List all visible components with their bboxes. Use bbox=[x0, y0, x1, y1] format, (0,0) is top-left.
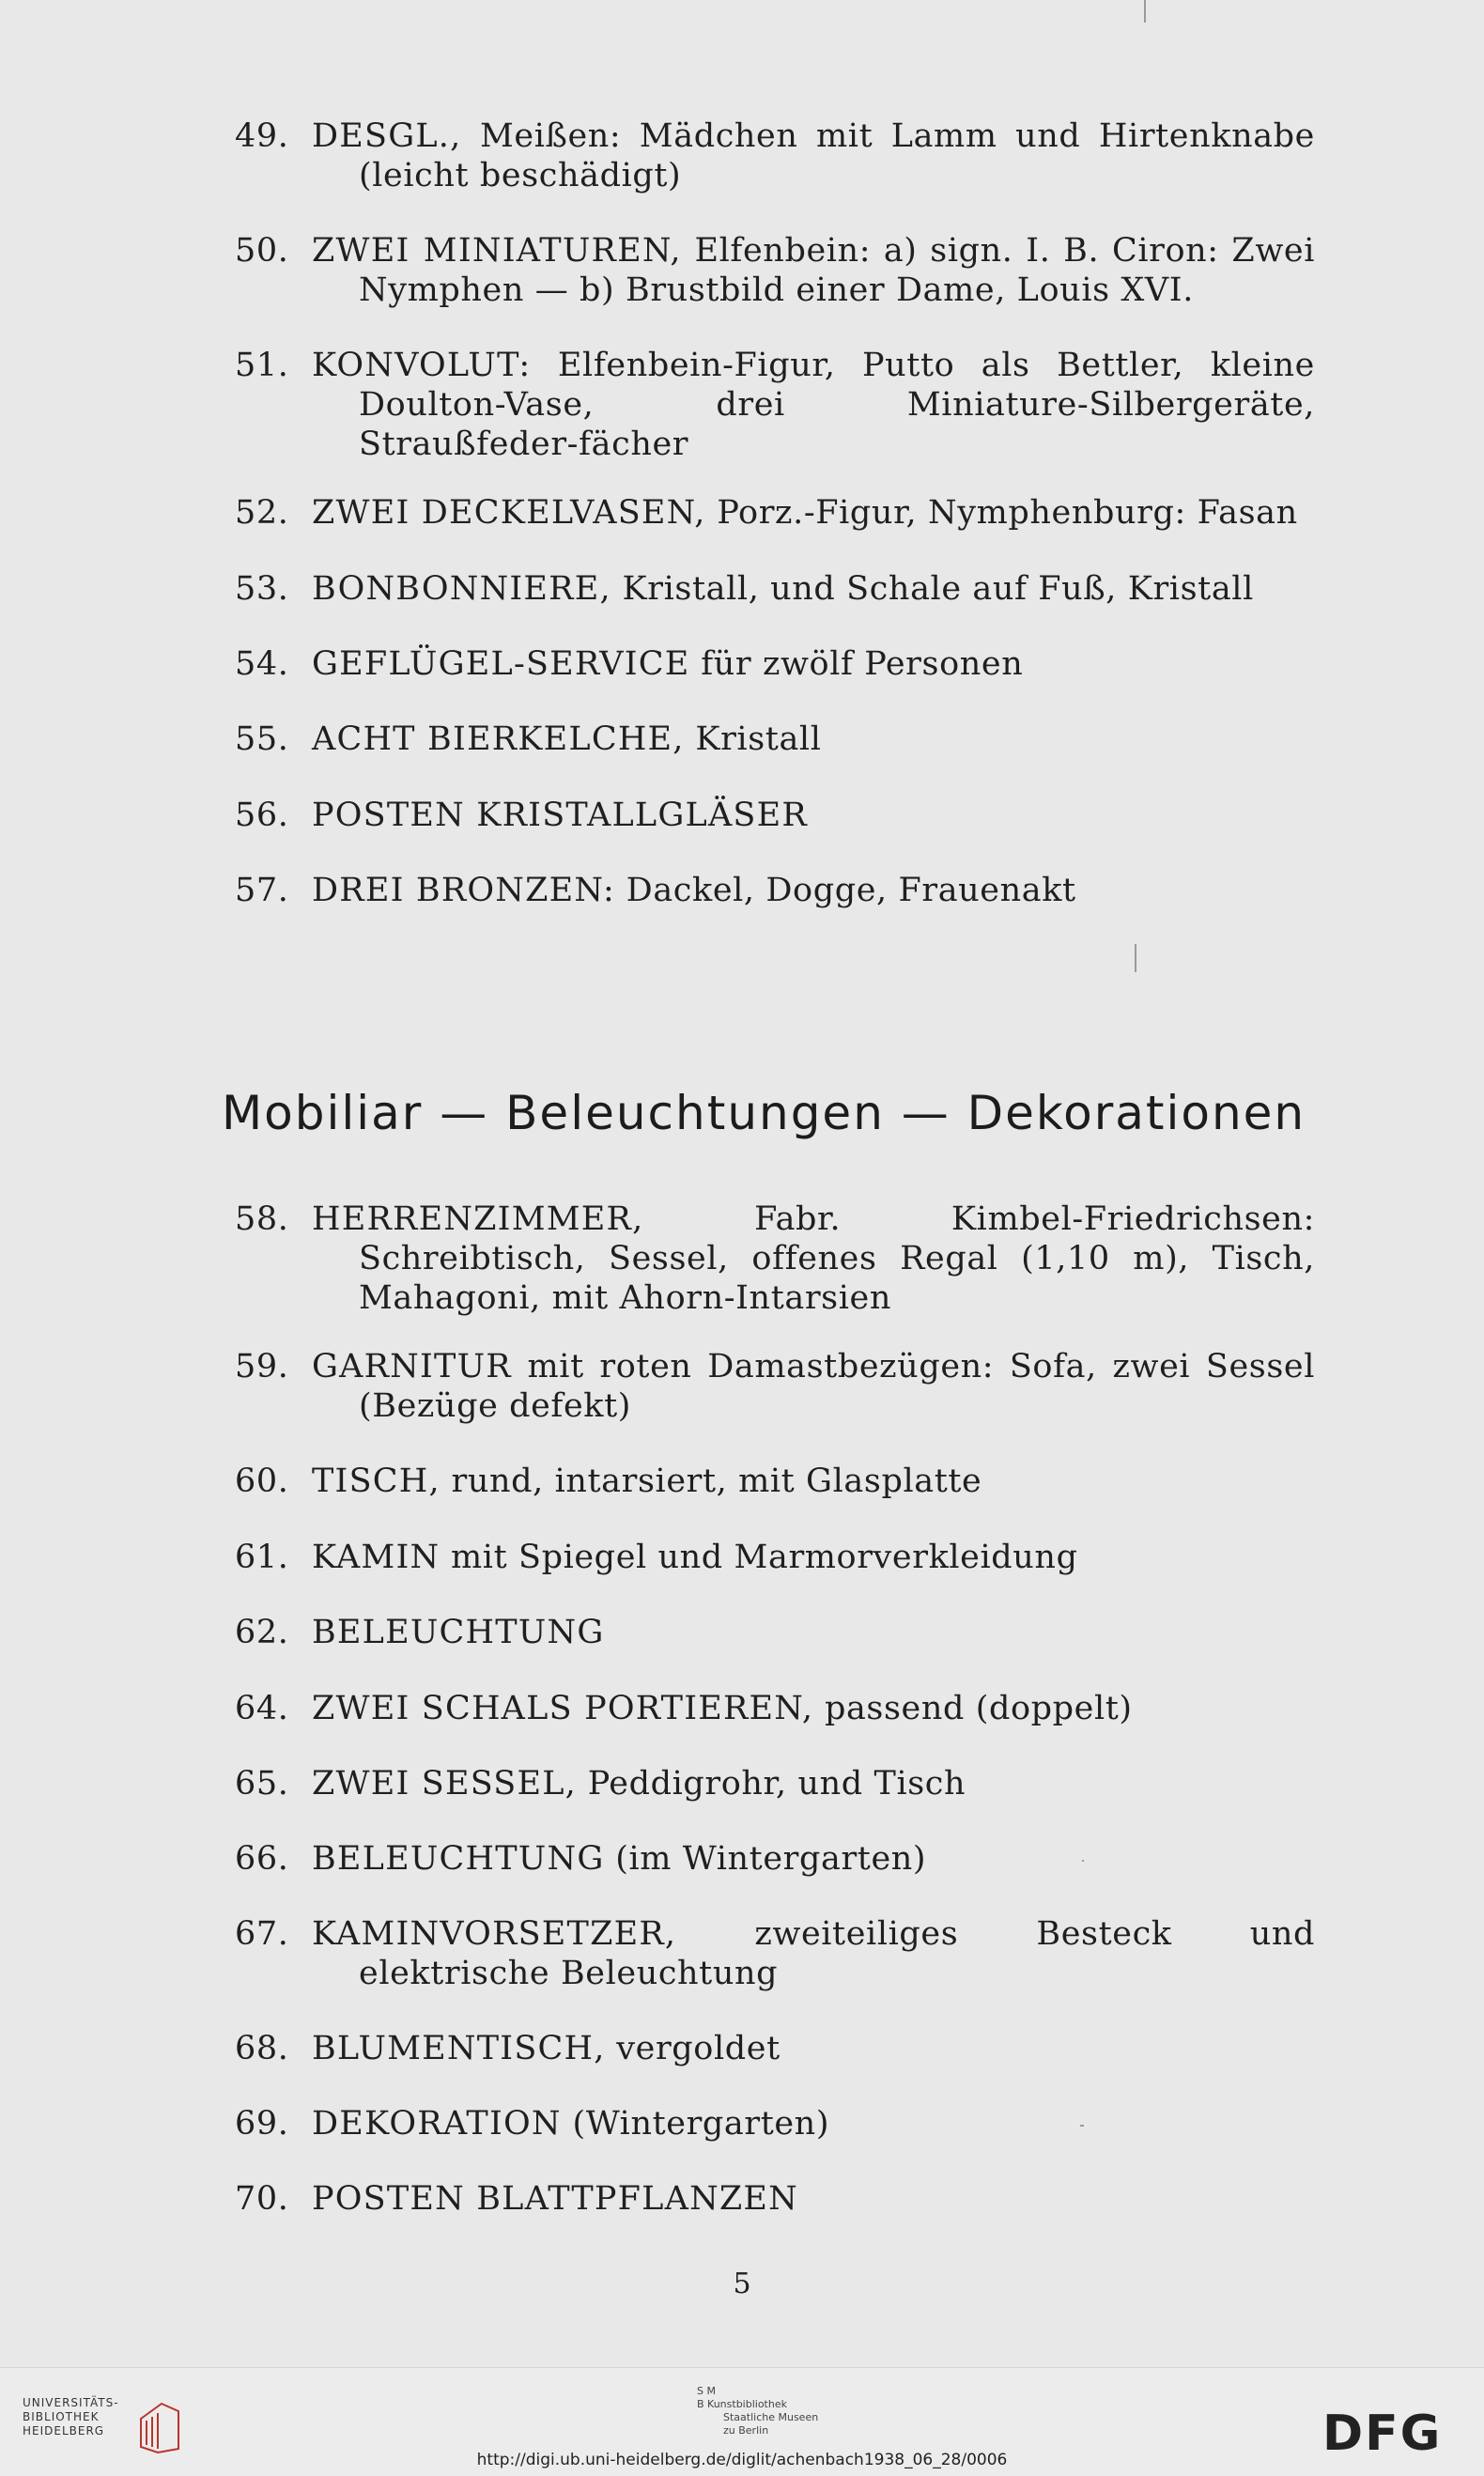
entry-text bbox=[312, 493, 1315, 533]
entry-number: 67. bbox=[235, 1915, 289, 1953]
catalog-entry bbox=[235, 1839, 1315, 1879]
scan-speck bbox=[1082, 1860, 1084, 1862]
entry-heading: GEFLÜGEL-SERVICE bbox=[312, 645, 690, 683]
entry-number: 68. bbox=[235, 2030, 289, 2067]
entry-heading: BLUMENTISCH, bbox=[312, 2030, 606, 2067]
catalog-entry bbox=[235, 493, 1315, 533]
entry-number: 61. bbox=[235, 1539, 289, 1576]
entry-text bbox=[312, 346, 1315, 464]
entry-text bbox=[312, 1689, 1315, 1728]
entry-number: 60. bbox=[235, 1462, 289, 1500]
entry-description: Porz.-Figur, Nymphenburg: Fasan bbox=[705, 494, 1298, 532]
entry-description: Elfenbein: a) sign. I. B. Ciron: Zwei Nymphen — b) Brustbild einer Dame, Louis XVI. bbox=[359, 232, 1315, 309]
entry-text bbox=[312, 796, 1315, 835]
entry-heading: ZWEI MINIATUREN, bbox=[312, 232, 682, 270]
entry-heading: ZWEI SCHALS PORTIEREN, bbox=[312, 1690, 814, 1727]
entry-number: 50. bbox=[235, 232, 289, 270]
entry-number: 64. bbox=[235, 1690, 289, 1727]
entry-number: 58. bbox=[235, 1200, 289, 1238]
entry-description: Kristall bbox=[684, 720, 822, 758]
catalog-entry bbox=[235, 1538, 1315, 1577]
entry-text bbox=[312, 1199, 1315, 1318]
library-line: BIBLIOTHEK bbox=[23, 2410, 100, 2423]
catalog-entry bbox=[235, 2179, 1315, 2219]
entry-heading: GARNITUR bbox=[312, 1348, 512, 1385]
entry-heading: ZWEI SESSEL, bbox=[312, 1765, 577, 1803]
catalog-entry bbox=[235, 1613, 1315, 1652]
scan-speck bbox=[1135, 944, 1136, 972]
entry-text bbox=[312, 2179, 1315, 2219]
entry-text bbox=[312, 720, 1315, 759]
entry-text bbox=[312, 1764, 1315, 1803]
entry-number: 59. bbox=[235, 1348, 289, 1385]
catalog-entry bbox=[235, 796, 1315, 835]
kb-line: S M bbox=[697, 2385, 716, 2397]
entry-number: 55. bbox=[235, 720, 289, 758]
entry-text bbox=[312, 1613, 1315, 1652]
entry-text bbox=[312, 569, 1315, 609]
scan-speck bbox=[1080, 2125, 1084, 2127]
catalog-entry bbox=[235, 644, 1315, 684]
library-mark-icon bbox=[133, 2398, 182, 2454]
library-line: HEIDELBERG bbox=[23, 2424, 105, 2437]
entry-description: (Wintergarten) bbox=[561, 2105, 830, 2143]
entry-heading: HERRENZIMMER, bbox=[312, 1200, 644, 1238]
entry-description: Peddigrohr, und Tisch bbox=[576, 1765, 966, 1803]
entry-description: für zwölf Personen bbox=[689, 645, 1024, 683]
entry-number: 53. bbox=[235, 570, 289, 608]
entry-heading: ZWEI DECKELVASEN, bbox=[312, 494, 706, 532]
entry-heading: POSTEN KRISTALLGLÄSER bbox=[312, 797, 808, 834]
entry-description: Elfenbein-Figur, Putto als Bettler, kleine Doulton-Vase, drei Miniature-Silbergeräte, Straußfeder-fächer bbox=[359, 347, 1315, 463]
kb-line: zu Berlin bbox=[723, 2424, 769, 2437]
entry-description: Meißen: Mädchen mit Lamm und Hirtenknabe (leicht beschädigt) bbox=[359, 117, 1315, 194]
entry-description: vergoldet bbox=[605, 2030, 781, 2067]
entry-description: (im Wintergarten) bbox=[604, 1840, 927, 1878]
entry-text bbox=[312, 2104, 1315, 2143]
catalog-entry bbox=[235, 2104, 1315, 2143]
catalog-entry bbox=[235, 569, 1315, 609]
entry-heading: BELEUCHTUNG bbox=[312, 1840, 605, 1878]
entry-description: Kristall, und Schale auf Fuß, Kristall bbox=[611, 570, 1254, 608]
entry-heading: DEKORATION bbox=[312, 2105, 562, 2143]
section-title: Mobiliar — Beleuchtungen — Dekorationen bbox=[222, 1086, 1306, 1140]
entry-heading: KAMIN bbox=[312, 1539, 441, 1576]
entry-text bbox=[312, 1462, 1315, 1501]
kunstbibliothek-logo[interactable] bbox=[697, 2385, 818, 2437]
catalog-entry bbox=[235, 116, 1315, 195]
entry-description: passend (doppelt) bbox=[813, 1690, 1133, 1727]
entry-text bbox=[312, 116, 1315, 195]
entry-number: 62. bbox=[235, 1614, 289, 1651]
entry-heading: TISCH, bbox=[312, 1462, 441, 1500]
entry-text bbox=[312, 1839, 1315, 1879]
entry-description: mit roten Damastbezügen: Sofa, zwei Sessel (Bezüge defekt) bbox=[359, 1348, 1315, 1425]
entry-description: Dackel, Dogge, Frauenakt bbox=[614, 872, 1076, 909]
entry-heading: KAMINVORSETZER, bbox=[312, 1915, 677, 1953]
permalink-url[interactable]: http://digi.ub.uni-heidelberg.de/diglit/achenbach1938_06_28/0006 bbox=[476, 2451, 1008, 2469]
entry-heading: POSTEN BLATTPFLANZEN bbox=[312, 2180, 798, 2218]
catalog-entry bbox=[235, 871, 1315, 910]
entry-number: 65. bbox=[235, 1765, 289, 1803]
entry-description: Fabr. Kimbel-Friedrichsen: Schreibtisch, Sessel, offenes Regal (1,10 m), Tisch, Mahagoni, mit Ahorn-Intarsien bbox=[359, 1200, 1315, 1317]
catalog-entry bbox=[235, 1914, 1315, 1993]
entry-heading: KONVOLUT: bbox=[312, 347, 532, 384]
entry-text bbox=[312, 871, 1315, 910]
entry-number: 56. bbox=[235, 797, 289, 834]
catalog-entry bbox=[235, 231, 1315, 310]
kb-line: B Kunstbibliothek bbox=[697, 2398, 787, 2410]
entry-number: 51. bbox=[235, 347, 289, 384]
viewer-footer bbox=[0, 2367, 1484, 2476]
entry-number: 54. bbox=[235, 645, 289, 683]
entry-number: 52. bbox=[235, 494, 289, 532]
entry-number: 69. bbox=[235, 2105, 289, 2143]
catalog-entry bbox=[235, 1347, 1315, 1426]
entry-number: 49. bbox=[235, 117, 289, 155]
page-number: 5 bbox=[733, 2267, 751, 2300]
entry-description: mit Spiegel und Marmorverkleidung bbox=[440, 1539, 1078, 1576]
entry-text bbox=[312, 2029, 1315, 2068]
catalog-entry bbox=[235, 1199, 1315, 1318]
entry-text bbox=[312, 1914, 1315, 1993]
entry-description: rund, intarsiert, mit Glasplatte bbox=[440, 1462, 982, 1500]
catalog-entry bbox=[235, 720, 1315, 759]
scan-speck bbox=[1144, 0, 1146, 23]
entry-heading: BELEUCHTUNG bbox=[312, 1614, 605, 1651]
entry-description: zweiteiliges Besteck und elektrische Beleuchtung bbox=[359, 1915, 1315, 1992]
catalog-entry bbox=[235, 1689, 1315, 1728]
entry-text bbox=[312, 231, 1315, 310]
catalog-entry bbox=[235, 2029, 1315, 2068]
entry-text bbox=[312, 644, 1315, 684]
catalog-entry bbox=[235, 1462, 1315, 1501]
entry-heading: DESGL., bbox=[312, 117, 462, 155]
entry-heading: BONBONNIERE, bbox=[312, 570, 611, 608]
entry-heading: ACHT BIERKELCHE, bbox=[312, 720, 685, 758]
entry-number: 70. bbox=[235, 2180, 289, 2218]
entry-heading: DREI BRONZEN: bbox=[312, 872, 615, 909]
entry-text bbox=[312, 1347, 1315, 1426]
entry-number: 66. bbox=[235, 1840, 289, 1878]
dfg-logo[interactable]: DFG bbox=[1322, 2406, 1443, 2462]
library-line: UNIVERSITÄTS- bbox=[23, 2396, 119, 2409]
catalog-entry bbox=[235, 346, 1315, 464]
kb-line: Staatliche Museen bbox=[723, 2411, 819, 2423]
entry-text bbox=[312, 1538, 1315, 1577]
entry-number: 57. bbox=[235, 872, 289, 909]
catalog-entry bbox=[235, 1764, 1315, 1803]
library-name bbox=[23, 2396, 119, 2438]
